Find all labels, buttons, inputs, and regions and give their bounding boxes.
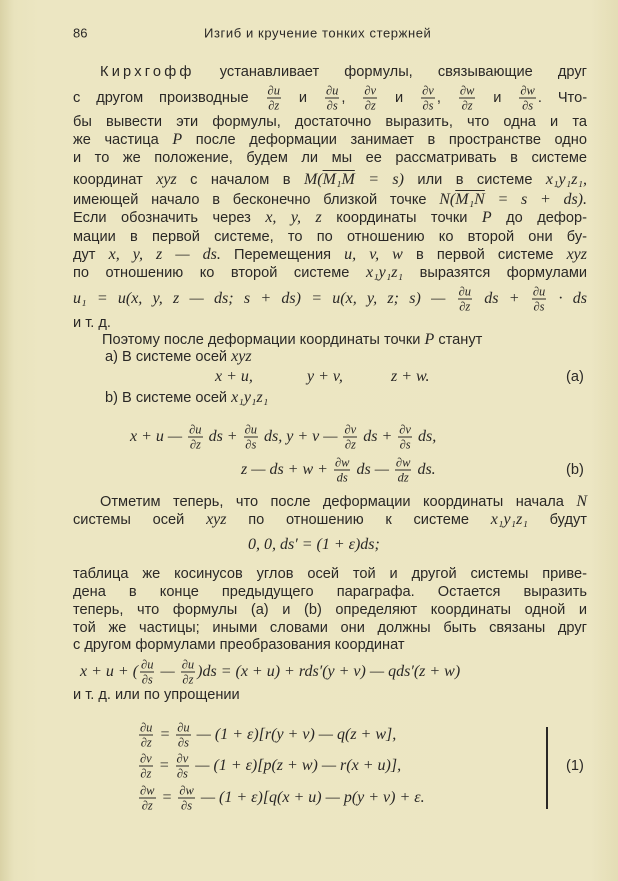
paragraph-line [73, 314, 111, 332]
text-run: устанавливает формулы, связывающие друг [194, 64, 587, 80]
text-run: до дефор- [491, 210, 587, 226]
fraction-denominator: ∂z [189, 437, 201, 452]
math-expression: = [157, 788, 177, 806]
equation-label-1: (1) [566, 758, 584, 774]
fraction-numerator: ∂u [244, 422, 258, 437]
math-expression: u₁ = u(x, y, z — ds; s + ds) = u(x, y, z; s) — [73, 289, 456, 307]
math-expression: — [156, 662, 179, 680]
fraction-denominator: ∂s [176, 766, 188, 781]
fraction [139, 785, 156, 812]
text-run: системы осей [73, 512, 207, 528]
system-1-row [137, 722, 396, 749]
fraction [139, 753, 153, 780]
fraction-denominator: ∂z [182, 672, 194, 687]
text-run: станут [434, 332, 483, 348]
math-expression: x₁y₁z₁ [365, 264, 404, 281]
math-expression: x₁y₁z₁ [490, 511, 528, 528]
paragraph-line [73, 511, 587, 529]
text-run: а) В системе осей [105, 349, 232, 365]
fraction-numerator: ∂v [140, 751, 152, 766]
fraction [244, 424, 258, 451]
math-expression: ds + [359, 427, 397, 445]
math-expression: — (1 + ε)[p(z + w) — r(x + u)], [191, 756, 402, 774]
math-expression: P [424, 331, 435, 348]
math-expression: P [481, 209, 492, 226]
text-run: . Что- [537, 89, 588, 106]
fraction-numerator: ∂u [141, 657, 154, 672]
math-expression: x₁y₁z₁, [545, 171, 588, 188]
formula-a-term: z + w. [391, 368, 430, 385]
fraction [325, 85, 339, 112]
text-run: Если обозначить через [73, 210, 266, 226]
fraction-denominator: ∂z [459, 299, 471, 314]
paragraph-line [73, 565, 587, 583]
fraction-numerator: ∂u [189, 422, 202, 437]
math-expression: ds, y + v — [260, 427, 342, 445]
text-run: b) В системе осей [105, 390, 232, 406]
fraction-denominator: ∂s [177, 735, 189, 750]
formula-ds [248, 536, 380, 554]
math-expression: 0, 0, ds′ = (1 + ε)ds; [248, 536, 380, 553]
fraction-denominator: ∂s [245, 437, 257, 452]
fraction-denominator: ∂z [344, 437, 356, 452]
fraction-denominator: ∂z [140, 735, 152, 750]
math-expression: ds + [474, 289, 530, 307]
fraction-denominator: ∂s [326, 98, 338, 113]
paragraph-line [73, 171, 587, 189]
equation-label-a: (a) [566, 369, 584, 385]
math-expression: z — ds + w + [241, 460, 332, 478]
text-run: после деформации занимает в пространстве одно [182, 132, 587, 148]
fraction-numerator: ∂w [179, 783, 194, 798]
fraction [363, 85, 377, 112]
fraction-denominator: ∂s [141, 672, 153, 687]
fraction-denominator: ∂s [181, 798, 193, 813]
spaced-name: Кирхгофф [100, 64, 195, 80]
math-expression: x + u — [130, 427, 187, 445]
text-run: , [341, 89, 362, 106]
text-run: мации в первой системе, то по отношению ко второй они бу- [73, 229, 587, 245]
fraction-numerator: ∂u [267, 83, 280, 98]
text-run: Отметим теперь, что после деформации координаты начала [100, 494, 577, 510]
fraction [267, 85, 281, 112]
formula-a-term: x + u, [215, 368, 253, 385]
math-expression: x + u + ( [80, 662, 139, 680]
formula-b-row [130, 424, 436, 451]
text-run: бы вывести эти формулы, достаточно выразить, что одна и та [73, 114, 587, 130]
text-run: теперь, что формулы (a) и (b) определяют координаты одной и [73, 602, 587, 618]
formula-b-row [241, 457, 436, 484]
fraction-denominator: ∂s [399, 437, 411, 452]
item-b-heading [105, 389, 268, 407]
fraction [139, 722, 153, 749]
paragraph-line [73, 191, 587, 209]
text-run: , [436, 89, 457, 106]
math-expression: = s) [354, 171, 404, 188]
math-expression: xyz [231, 348, 252, 365]
paragraph-line [73, 686, 240, 704]
text-run: и [282, 89, 323, 106]
fraction-numerator: ∂w [520, 83, 535, 98]
formula-a-term: y + v, [307, 368, 343, 385]
paragraph-line [73, 131, 587, 149]
paragraph-line [73, 228, 587, 246]
running-title: Изгиб и кручение тонких стержней [204, 25, 432, 41]
math-expression: N [576, 493, 587, 510]
fraction [398, 424, 412, 451]
fraction [176, 753, 190, 780]
fraction-numerator: ∂u [532, 284, 546, 299]
fraction-numerator: ∂w [140, 783, 155, 798]
math-expression: xyz [566, 246, 588, 263]
fraction [459, 85, 476, 112]
fraction-denominator: ∂z [268, 98, 280, 113]
paragraph-line [73, 619, 587, 637]
fraction [519, 85, 536, 112]
text-run: той же частицы; иными словами они должны быть связаны друг [73, 620, 587, 636]
math-expression: = [154, 756, 174, 774]
fraction-numerator: ∂u [140, 720, 153, 735]
paragraph-line [73, 113, 587, 131]
math-expression: )ds = (x + u) + rds′(y + v) — qds′(z + w) [197, 662, 461, 680]
math-expression: x, y, z [265, 209, 322, 226]
math-expression: — (1 + ε)[r(y + v) — q(z + w], [192, 725, 397, 743]
paragraph-line [73, 209, 587, 227]
fraction-numerator: ∂u [325, 83, 339, 98]
fraction [188, 424, 202, 451]
fraction [140, 659, 154, 686]
text-run: с другом формулами преобразования координат [73, 637, 405, 653]
text-run: с другом производные [73, 89, 265, 106]
text-run: выразятся формулами [403, 265, 588, 281]
item-a-heading [105, 348, 252, 366]
fraction [421, 85, 435, 112]
fraction [532, 286, 546, 313]
fraction [458, 286, 472, 313]
math-expression: = [155, 725, 175, 743]
math-expression: x, y, z — ds. [108, 246, 221, 263]
math-expression: ds + [204, 427, 242, 445]
paragraph-line [73, 583, 587, 601]
math-expression: ds, [413, 427, 437, 445]
text-run: дена в конце предыдущего параграфа. Остается выразить [73, 584, 587, 600]
paragraph-line [73, 246, 587, 264]
fraction-numerator: ∂v [399, 422, 411, 437]
fraction-denominator: ∂s [422, 98, 434, 113]
paragraph-line [100, 63, 587, 81]
math-expression: M₁N [455, 191, 485, 208]
fraction-numerator: ∂u [177, 720, 190, 735]
fraction-numerator: ∂w [334, 455, 350, 470]
text-run: и [477, 89, 518, 106]
system-bracket [546, 727, 548, 809]
fraction-denominator: ∂s [522, 98, 534, 113]
math-expression: xyz [156, 171, 177, 188]
fraction [343, 424, 357, 451]
system-1-row [137, 753, 401, 780]
fraction-denominator: ds [336, 470, 348, 485]
text-run: Перемещения [220, 247, 345, 263]
system-1-row [137, 785, 425, 812]
fraction-denominator: ∂z [140, 766, 152, 781]
text-run: в первой системе [402, 247, 567, 263]
fraction-numerator: ∂w [395, 455, 411, 470]
math-expression: x₁y₁z₁ [231, 389, 269, 406]
text-run: координаты точки [321, 210, 482, 226]
text-run: или в системе [403, 172, 546, 188]
fraction-numerator: ∂u [458, 284, 471, 299]
math-expression: — (1 + ε)[q(x + u) — p(y + v) + ε. [196, 788, 425, 806]
fraction-numerator: ∂v [364, 83, 377, 98]
paragraph-line [73, 636, 405, 654]
text-run: и т. д. [73, 315, 111, 331]
fraction [176, 722, 190, 749]
fraction-denominator: ∂z [461, 98, 473, 113]
fraction-denominator: ∂z [141, 798, 153, 813]
equation-label-b: (b) [566, 462, 584, 478]
math-expression: P [172, 131, 183, 148]
paragraph-line [100, 493, 587, 511]
fraction [181, 659, 195, 686]
math-expression: N( [439, 191, 456, 208]
text-run: Поэтому после деформации координаты точки [102, 332, 425, 348]
math-expression: ds. [413, 460, 436, 478]
text-run: же частица [73, 132, 173, 148]
fraction-numerator: ∂w [459, 83, 475, 98]
text-run: и то же положение, будем ли мы ее рассматривать в системе [73, 150, 587, 166]
paragraph-line [102, 331, 482, 349]
text-run: и [379, 89, 420, 106]
text-run: таблица же косинусов углов осей той и другой системы приве- [73, 566, 587, 582]
fraction-numerator: ∂u [181, 657, 195, 672]
text-run: дут [73, 247, 109, 263]
paragraph-line [73, 264, 587, 282]
fraction-denominator: ∂s [533, 299, 545, 314]
text-run: по отношению ко второй системе [73, 265, 366, 281]
math-expression: M( [303, 171, 323, 188]
paragraph-line [73, 601, 587, 619]
fraction [334, 457, 351, 484]
math-expression: xyz [206, 511, 227, 528]
formula-u1 [73, 286, 587, 313]
math-expression: · ds [548, 289, 587, 307]
math-expression: = s + ds). [484, 191, 588, 208]
paragraph-line [73, 85, 587, 112]
page-number: 86 [73, 25, 88, 41]
text-run: и т. д. или по упрощении [73, 687, 240, 703]
fraction-denominator: dz [397, 470, 409, 485]
text-run: с началом в [176, 172, 304, 188]
fraction [178, 785, 195, 812]
formula-transform [80, 659, 460, 686]
math-expression: u, v, w [344, 246, 403, 263]
fraction-numerator: ∂v [422, 83, 434, 98]
fraction-numerator: ∂v [344, 422, 357, 437]
fraction [395, 457, 412, 484]
text-run: будут [527, 512, 587, 528]
text-run: имеющей начало в бесконечно близкой точке [73, 192, 440, 208]
math-expression: M₁M [322, 171, 355, 188]
paragraph-line [73, 149, 587, 167]
text-run: по отношению к системе [226, 512, 491, 528]
fraction-numerator: ∂v [176, 751, 189, 766]
fraction-denominator: ∂z [364, 98, 376, 113]
text-run: координат [73, 172, 157, 188]
math-expression: ds — [352, 460, 393, 478]
